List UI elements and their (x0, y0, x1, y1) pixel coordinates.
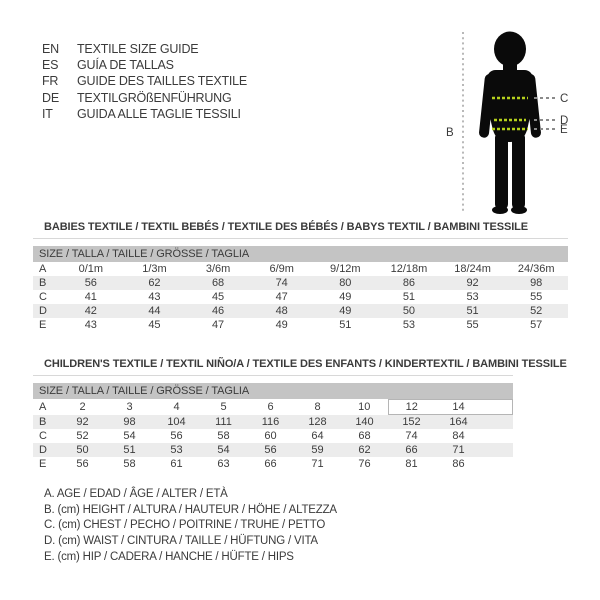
table-cell: 68 (358, 430, 371, 442)
table-cell: 58 (217, 430, 230, 442)
lang-code: IT (42, 106, 53, 121)
legend-age: A. AGE / EDAD / ÂGE / ALTER / ETÀ (44, 488, 228, 500)
table-cell: 50 (402, 305, 416, 317)
table-cell: 44 (148, 305, 161, 317)
babies-size-header: SIZE / TALLA / TAILLE / GRÖSSE / TAGLIA (33, 246, 568, 262)
table-cell: 98 (123, 415, 136, 428)
table-cell: 84 (452, 430, 465, 442)
lang-code: ES (42, 58, 59, 73)
table-cell: 71 (311, 458, 324, 470)
table-cell: 6/9m (269, 263, 294, 275)
table-row (33, 400, 513, 415)
table-cell: 53 (402, 319, 416, 331)
table-cell: 63 (217, 458, 230, 470)
spacer-cell (482, 443, 513, 457)
table-cell: 55 (466, 319, 479, 331)
lang-title: GUIDE DES TAILLES TEXTILE (77, 74, 248, 89)
table-cell: 92 (466, 277, 479, 289)
table-cell: 1/3m (142, 263, 167, 275)
row-label: B (39, 415, 47, 428)
table-cell: 62 (358, 444, 371, 456)
table-cell: 3/6m (205, 263, 231, 275)
highlighted-size-cell: 14 (435, 400, 482, 415)
legend-chest: C. (cm) CHEST / PECHO / POITRINE / TRUHE / PETTO (44, 519, 326, 532)
height-label: B (446, 127, 454, 139)
children-table (33, 399, 513, 471)
table-cell: 80 (339, 277, 352, 289)
spacer-cell (482, 415, 513, 430)
row-label: E (39, 458, 47, 470)
babies-section-title: BABIES TEXTILE / TEXTIL BEBÉS / TEXTILE DES BÉBÉS / BABYS TEXTIL / BAMBINI TESSILE (44, 221, 529, 233)
row-label: C (39, 291, 47, 303)
table-cell: 66 (264, 458, 277, 470)
lang-row-en (42, 41, 247, 57)
table-cell: 54 (217, 444, 230, 456)
row-label: B (39, 277, 47, 289)
legend-height: B. (cm) HEIGHT / ALTURA / HAUTEUR / HÖHE / ALTEZZA (44, 503, 337, 516)
lang-code: FR (42, 74, 59, 89)
table-cell: 47 (275, 291, 288, 303)
lang-title: TEXTILE SIZE GUIDE (77, 42, 199, 56)
language-title-list (42, 41, 247, 122)
table-row (33, 262, 568, 276)
table-cell: 56 (170, 430, 183, 442)
babies-table (33, 262, 568, 332)
table-cell: 104 (167, 415, 186, 428)
lang-title: TEXTILGRÖßENFÜHRUNG (77, 90, 232, 105)
table-cell: 57 (530, 319, 543, 331)
child-silhouette (479, 32, 542, 215)
row-label: C (39, 430, 47, 442)
row-label: A (39, 401, 47, 413)
child-silhouette-diagram (438, 14, 600, 226)
table-cell: 58 (123, 458, 136, 470)
table-cell: 3 (126, 401, 133, 413)
table-cell: 81 (405, 458, 418, 470)
table-cell: 59 (311, 444, 324, 456)
row-label: E (39, 319, 47, 331)
table-cell: 50 (76, 444, 89, 456)
waist-label: D (560, 115, 569, 127)
table-cell: 47 (211, 319, 225, 331)
lang-row-es (42, 57, 247, 73)
table-cell: 51 (123, 444, 136, 456)
lang-code: DE (42, 90, 59, 105)
table-cell: 86 (402, 277, 416, 289)
table-cell: 41 (84, 291, 97, 303)
table-row (33, 443, 513, 457)
table-cell: 68 (211, 277, 225, 289)
table-cell: 8 (314, 401, 321, 413)
lang-code: EN (42, 42, 59, 56)
table-cell: 10 (358, 401, 371, 413)
table-cell: 56 (84, 277, 97, 289)
table-row (33, 429, 513, 443)
table-cell: 43 (84, 319, 97, 331)
lang-title: GUÍA DE TALLAS (77, 58, 174, 73)
row-label: A (39, 263, 47, 275)
table-cell: 62 (148, 277, 161, 289)
table-row (33, 304, 568, 318)
table-row (33, 415, 513, 430)
table-cell: 53 (170, 444, 183, 456)
table-cell: 46 (211, 305, 225, 317)
table-cell: 52 (530, 305, 543, 317)
legend-waist: D. (cm) WAIST / CINTURA / TAILLE / HÜFTUNG / VITA (44, 535, 318, 548)
table-cell: 116 (261, 415, 280, 428)
table-cell: 152 (402, 416, 421, 428)
table-cell: 140 (355, 415, 374, 428)
table-cell: 52 (76, 430, 89, 442)
table-cell: 49 (339, 305, 352, 317)
hip-label: E (560, 124, 568, 136)
row-label: D (39, 305, 47, 317)
lang-row-de (42, 90, 247, 106)
table-cell: 4 (173, 401, 180, 413)
table-cell: 45 (148, 319, 161, 331)
table-cell: 12/18m (390, 263, 428, 275)
table-row (33, 318, 568, 332)
table-cell: 61 (170, 458, 183, 470)
lang-title: GUIDA ALLE TAGLIE TESSILI (77, 106, 241, 121)
table-cell: 71 (452, 444, 465, 456)
table-cell: 0/1m (78, 263, 104, 275)
table-cell: 74 (275, 277, 288, 289)
lang-row-fr (42, 73, 247, 89)
table-row (33, 290, 568, 304)
table-cell: 42 (84, 305, 97, 317)
table-cell: 56 (76, 458, 89, 470)
chest-label: C (560, 93, 569, 105)
table-cell: 86 (452, 458, 465, 470)
table-cell: 24/36m (517, 263, 555, 275)
table-cell: 54 (123, 430, 136, 442)
table-cell: 76 (358, 458, 371, 470)
table-cell: 111 (215, 415, 232, 428)
children-section-title: CHILDREN'S TEXTILE / TEXTIL NIÑO/A / TEXTILE DES ENFANTS / KINDERTEXTIL / BAMBINI TESSILE (44, 358, 567, 370)
measurement-legend (44, 487, 337, 566)
table-cell: 56 (264, 444, 277, 456)
table-row (33, 457, 513, 471)
children-size-header: SIZE / TALLA / TAILLE / GRÖSSE / TAGLIA (33, 383, 513, 399)
table-cell: 45 (211, 291, 225, 303)
table-cell: 74 (405, 430, 418, 442)
table-cell: 2 (79, 401, 86, 413)
highlighted-size-cell: 12 (388, 400, 435, 415)
table-cell: 55 (530, 291, 543, 303)
table-cell: 51 (402, 291, 416, 303)
table-cell: 49 (275, 319, 288, 331)
table-cell: 53 (466, 291, 479, 303)
spacer-cell (482, 457, 513, 471)
babies-size-table (33, 238, 568, 332)
table-cell: 98 (530, 277, 543, 289)
table-cell: 164 (449, 416, 468, 428)
table-cell: 64 (311, 430, 324, 442)
table-cell: 6 (267, 401, 274, 413)
legend-hip: E. (cm) HIP / CADERA / HANCHE / HÜFTE / HIPS (44, 550, 294, 563)
table-cell: 5 (220, 401, 227, 413)
table-row (33, 276, 568, 290)
table-cell: 49 (339, 291, 352, 303)
table-cell: 128 (308, 415, 327, 428)
table-cell: 60 (264, 430, 277, 442)
highlight-box-spacer (482, 400, 513, 415)
table-cell: 18/24m (454, 263, 491, 275)
lang-row-it (42, 106, 247, 122)
table-cell: 43 (148, 291, 161, 303)
table-cell: 66 (405, 444, 418, 456)
table-cell: 48 (275, 305, 288, 317)
table-cell: 9/12m (330, 263, 361, 275)
row-label: D (39, 444, 47, 456)
spacer-cell (482, 429, 513, 443)
children-size-table (33, 375, 513, 471)
table-cell: 51 (466, 305, 479, 317)
table-cell: 51 (339, 319, 352, 331)
table-cell: 92 (76, 415, 89, 428)
